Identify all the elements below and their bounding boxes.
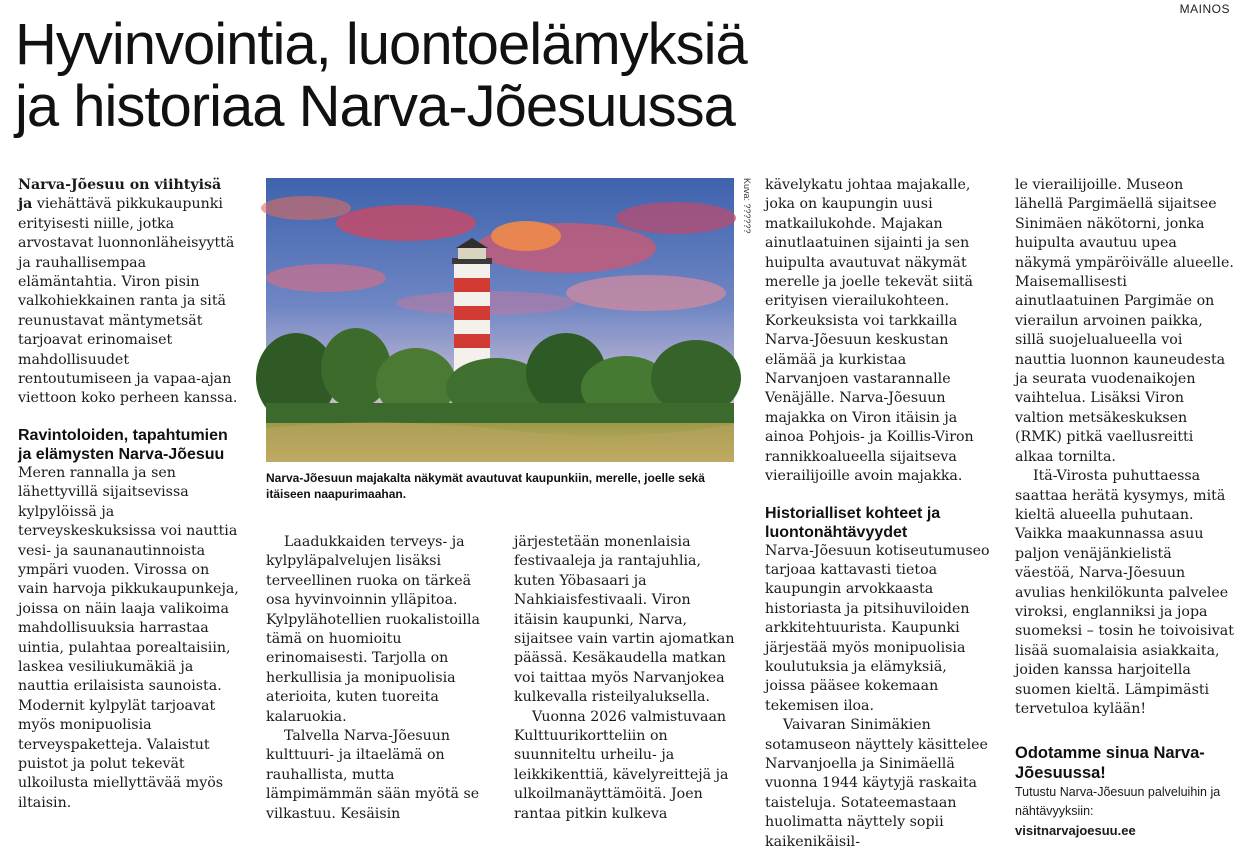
subheading-restaurants: Ravintoloiden, tapahtumien ja elämysten Narva-Jõesuu [18, 426, 228, 463]
paragraph: järjestetään monenlaisia festivaaleja ja rantajuhlia, kuten Yöbasaari ja Nahkiaisfestivaali. Viron itäisin kaupunki, Narva, sijaitsee vain vartin ajomatkan päässä. Kesäkaudella matkan voi taittaa myös Narvanjokea kulkevalla risteilyaluksella. [514, 534, 735, 706]
paragraph: Talvella Narva-Jõesuun kulttuuri- ja iltaelämä on rauhallista, mutta lämpimämmän sään myötä se vilkastuu. Kesäisin [266, 728, 480, 822]
website-link[interactable]: visitnarvajoesuu.ee [1015, 823, 1136, 839]
paragraph: Laadukkaiden terveys- ja kylpyläpalvelujen lisäksi terveellinen ruoka on tärkeä osa hyvinvoinnin ylläpitoa. Kylpylähotellien ruokalistoilla tämä on huomioitu erinomaisesti. Tarjolla on herkullisia ja monipuolisia aterioita, kuten tuoreita kalaruokia. [266, 534, 480, 725]
headline-line-2: ja historiaa Narva-Jõesuussa [15, 74, 735, 139]
article-column-1 [18, 176, 240, 813]
info-text: Tutustu Narva-Jõesuun palveluihin ja nähtävyyksiin: [1015, 785, 1221, 819]
headline-line-1: Hyvinvointia, luontoelämyksiä [15, 12, 747, 77]
headline [15, 14, 1015, 138]
article-column-4 [765, 176, 990, 852]
article-column-5 [1015, 176, 1235, 840]
paragraph: Vaivaran Sinimäkien sotamuseon näyttely käsittelee Narvanjoella ja Sinimäellä vuonna 1944 käytyjä raskaita taisteluja. Sotateemastaan huolimatta näyttely sopii kaikenikäisil- [765, 717, 988, 850]
lead-in: Narva-Jõesuu on viihtyisä ja [18, 177, 222, 213]
paragraph: kävelykatu johtaa majakalle, joka on kaupungin uusi matkailukohde. Majakan ainutlaatuinen sijainti ja sen huipulta avautuvat näkymät merelle ja joelle tekevät siitä erityisen vierailukohteen. Korkeuksista voi tarkkailla Narva-Jõesuun keskustan elämää ja kurkistaa Narvanjoen vastarannalle Venäjälle. Narva-Jõesuun majakka on Viron itäisin ja ainoa Pohjois- ja Koillis-Viron rannikkoalueella sijaitseva vierailijoille avoin majakka. [765, 177, 974, 485]
photo-caption: Narva-Jõesuun majakalta näkymät avautuvat kaupunkiin, merelle, joelle sekä itäiseen naapurimaahan. [266, 471, 705, 501]
paragraph: le vierailijoille. Museon lähellä Pargimäellä sijaitsee Sinimäen näkötorni, jonka huipulta avautuu upea näkymä ympäröivälle alueelle. Maisemallisesti ainutlaatuinen Pargimäe on vierailun arvoinen paikka, sillä suojelualueella voi nauttia luonnon kauneudesta ja seurata vuodenaikojen vaihtelua. Lisäksi Viron valtion metsäkeskuksen (RMK) pitkä vaellusreitti alkaa tornilta. [1015, 177, 1234, 465]
ad-label: MAINOS [1179, 2, 1230, 16]
subheading-history: Historialliset kohteet ja luontonähtävyydet [765, 504, 941, 541]
paragraph: Itä-Virosta puhuttaessa saattaa herätä kysymys, mitä kieltä alueella puhutaan. Vaikka maakunnassa asuu paljon venäjänkielistä väestöä, Narva-Jõesuun avulias henkilökunta palvelee viroksi, englanniksi ja jopa suomeksi – tosin he toivoisivat lisää suomalaisia asiakkaita, joiden kanssa harjoitella suomen kieltä. Lämpimästi tervetuloa kylään! [1015, 468, 1234, 717]
lighthouse-photo [266, 178, 734, 462]
photo-credit: Kuva: ?????? [742, 178, 752, 234]
paragraph: Narva-Jõesuun kotiseutumuseo tarjoaa kattavasti tietoa kaupungin arvokkaasta historiasta ja pitsihuviloiden arkkitehtuurista. Kaupunki järjestää myös monipuolisia koulutuksia ja elämyksiä, joissa pääsee kokemaan tekemisen iloa. [765, 542, 990, 714]
paragraph: Meren rannalla ja sen lähettyvillä sijaitsevissa kylpylöissä ja terveyskeskuksissa voi nauttia vesi- ja saunanautinnoista ympäri vuoden. Virossa on vain harvoja pikkukaupunkeja, joissa on näin laaja valikoima mahdollisuuksia harrastaa uintia, pulahtaa porealtaisiin, laskea vesiliukumäkiä ja nauttia erilaisista saunoista. Modernit kylpylät tarjoavat myös monipuolisia terveyspaketteja. Valaistut puistot ja polut tekevät ulkoilusta miellyttävää myös iltaisin. [18, 464, 239, 811]
closing-heading: Odotamme sinua Narva-Jõesuussa! [1015, 744, 1205, 783]
article-column-3 [514, 533, 736, 824]
intro-paragraph: Narva-Jõesuu on viihtyisä ja viehättävä pikkukaupunki erityisesti niille, jotka arvostavat luonnonläheisyyttä ja rauhallisempaa elämäntahtia. Viron pisin valkohiekkainen ranta ja sitä reunustavat mäntymetsät tarjoavat erinomaiset mahdollisuudet rentoutumiseen ja vapaa-ajan viettoon koko perheen kanssa. [18, 177, 238, 407]
article-column-2 [266, 533, 488, 824]
paragraph: Vuonna 2026 valmistuvaan Kulttuurikortteliin on suunniteltu urheilu- ja leikkikenttiä, kävelyreittejä ja ulkoilmanäyttämöitä. Joen rantaa pitkin kulkeva [514, 708, 729, 822]
